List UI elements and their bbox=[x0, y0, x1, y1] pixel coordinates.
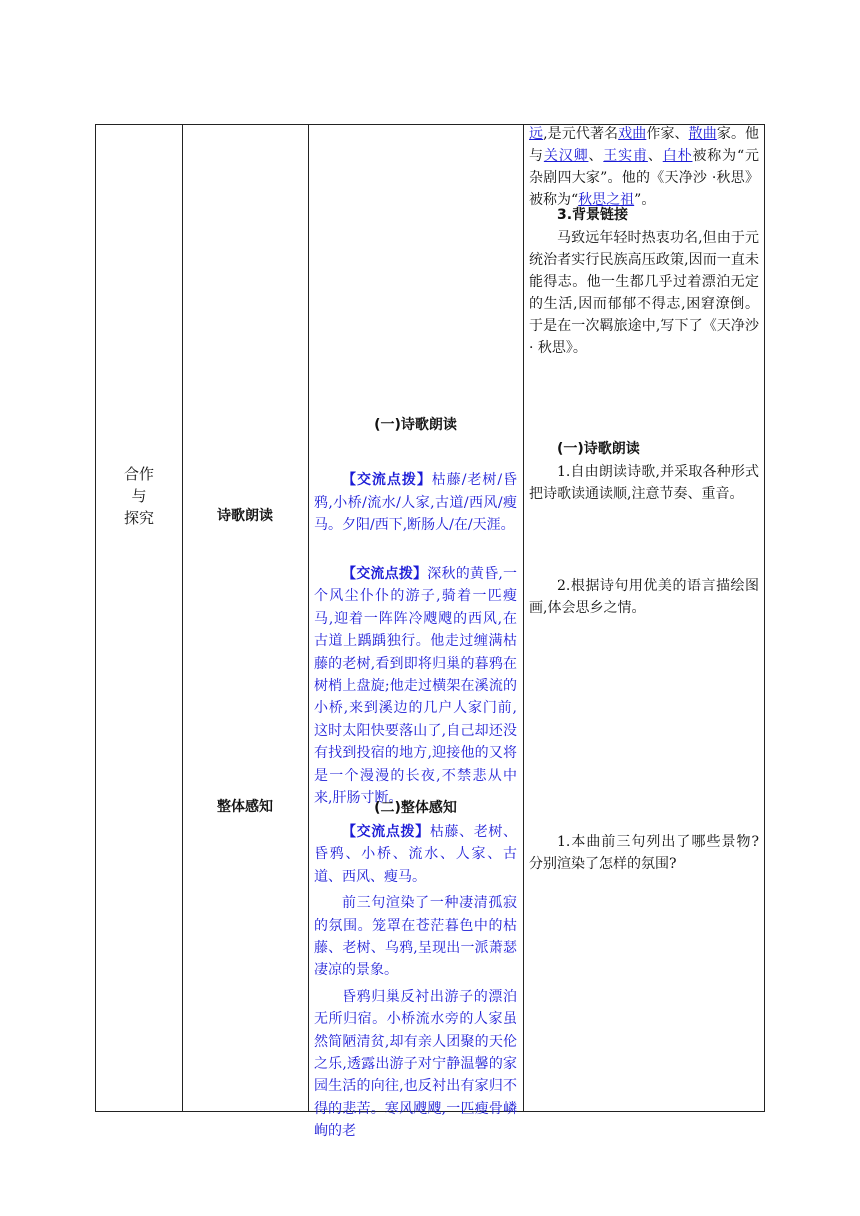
task-reading bbox=[529, 461, 759, 505]
overall-heading: (二)整体感知 bbox=[374, 800, 457, 816]
tip-label: 【交流点拨】 bbox=[342, 566, 428, 582]
analysis-paragraph: 前三句渲染了一种凄清孤寂的氛围。笼罩在苍茫暮色中的枯藤、老树、乌鸦,呈现出一派萧瑟凄凉的景象。 bbox=[314, 895, 517, 979]
reading-heading: (一)诗歌朗读 bbox=[374, 417, 457, 433]
tip-block-1 bbox=[314, 469, 517, 537]
student-reading-heading: (一)诗歌朗读 bbox=[557, 441, 640, 457]
intro-text: 家。他与 bbox=[529, 126, 760, 164]
intro-text: 作家、 bbox=[646, 126, 689, 142]
tip-label: 【交流点拨】 bbox=[342, 824, 430, 840]
intro-text: ,是元代著名 bbox=[543, 126, 619, 142]
step-label-overall: 整体感知 bbox=[217, 799, 273, 815]
column-divider bbox=[523, 125, 524, 1111]
tip-text: 深秋的黄昏,一个风尘仆仆的游子,骑着一匹瘦马,迎着一阵阵冷飕飕的西风,在古道上踽踽独行。他走过缠满枯藤的老树,看到即将归巢的暮鸦在树梢上盘旋;他走过横架在溪流的小桥,来到溪边的几户人家门前,这时太阳快要落山了,自己却还没有找到投宿的地方,迎接他的又将是一个漫漫的长夜,不禁悲从中来,肝肠寸断。 bbox=[314, 566, 518, 807]
section-label-line: 合作 bbox=[123, 465, 154, 483]
background-paragraph: 马致远年轻时热衷功名,但由于元统治者实行民族高压政策,因而一直未能得志。他一生都几乎过着漂泊无定的生活,因而郁郁不得志,困窘潦倒。于是在一次羁旅途中,写下了《天净沙 · 秋思》。 bbox=[529, 230, 759, 356]
intro-text: 、 bbox=[588, 148, 604, 164]
background-heading: 3.背景链接 bbox=[557, 207, 629, 223]
intro-text: 被称为“元杂剧四大家”。他的《天净沙 ·秋思》被称为“ bbox=[529, 148, 760, 208]
link-bai-pu[interactable]: 白朴 bbox=[662, 148, 693, 164]
author-intro bbox=[529, 123, 759, 211]
step-label-reading: 诗歌朗读 bbox=[217, 508, 273, 524]
task-describe bbox=[529, 575, 759, 619]
column-divider bbox=[308, 125, 309, 1111]
link-xiqu[interactable]: 戏曲 bbox=[618, 126, 647, 142]
intro-text: ”。 bbox=[634, 192, 656, 208]
tip-text: 枯藤/老树/昏鸦,小桥/流水/人家,古道/西风/瘦马。夕阳/西下,断肠人/在/天涯。 bbox=[314, 472, 517, 533]
tip-text: 枯藤、老树、昏鸦、小桥、流水、人家、古道、西风、瘦马。 bbox=[314, 824, 518, 885]
task-text: 1.本曲前三句列出了哪些景物?分别渲染了怎样的氛围? bbox=[529, 834, 759, 872]
section-label-line: 与 bbox=[131, 487, 147, 505]
link-guan-hanqing[interactable]: 关汉卿 bbox=[543, 148, 589, 164]
column-divider bbox=[182, 125, 183, 1111]
link-wang-shifu[interactable]: 王实甫 bbox=[603, 148, 648, 164]
task-text: 2.根据诗句用优美的语言描绘图画,体会思乡之情。 bbox=[529, 578, 759, 616]
tip-label: 【交流点拨】 bbox=[342, 472, 432, 488]
analysis-paragraph: 昏鸦归巢反衬出游子的漂泊无所归宿。小桥流水旁的人家虽然简陋清贫,却有亲人团聚的天伦之乐,透露出游子对宁静温馨的家园生活的向往,也反衬出有家归不得的悲苦。寒风飕飕,一匹瘦骨嶙峋的老 bbox=[314, 988, 517, 1140]
link-sanqu[interactable]: 散曲 bbox=[688, 126, 717, 142]
intro-text: 、 bbox=[647, 148, 663, 164]
lesson-table bbox=[95, 124, 765, 1140]
link-ma-zhiyuan[interactable]: 远 bbox=[529, 126, 544, 142]
section-label bbox=[96, 463, 182, 529]
task-text: 1.自由朗读诗歌,并采取各种形式把诗歌读通读顺,注意节奏、重音。 bbox=[529, 464, 759, 502]
task-scenery bbox=[529, 831, 759, 875]
tip-block-3 bbox=[314, 821, 517, 1143]
link-qiusi-zhizu[interactable]: 秋思之祖 bbox=[578, 192, 635, 208]
tip-block-2 bbox=[314, 563, 517, 809]
section-label-line: 探究 bbox=[123, 509, 154, 527]
background-text bbox=[529, 227, 759, 359]
